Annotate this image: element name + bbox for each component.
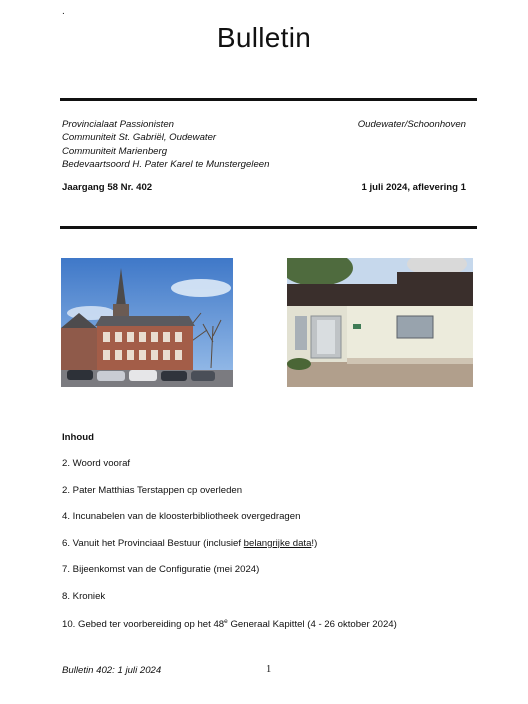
toc-item[interactable]: 2. Woord vooraf (62, 458, 131, 469)
church-photo (61, 258, 233, 387)
toc-item[interactable]: 10. Gebed ter voorbereiding op het 48e Generaal Kapittel (4 - 26 oktober 2024) (62, 617, 397, 630)
footer-text: Bulletin 402: 1 juli 2024 (62, 665, 162, 676)
location-label: Oudewater/Schoonhoven (357, 119, 466, 130)
building-photo (287, 258, 473, 387)
page-number: 1 (266, 664, 272, 675)
toc-item[interactable]: 7. Bijeenkomst van de Configuratie (mei 2024) (62, 564, 260, 576)
volume-number: Jaargang 58 Nr. 402 (62, 182, 153, 193)
org-line-gabriel: Communiteit St. Gabriël, Oudewater (62, 132, 217, 144)
org-line-provincialaat: Provincialaat Passionisten (62, 119, 174, 130)
toc-item[interactable]: 6. Vanuit het Provinciaal Bestuur (inclusief belangrijke data!) (62, 537, 318, 549)
important-dates-link[interactable]: belangrijke data (243, 537, 312, 549)
page-title: Bulletin (216, 22, 312, 53)
org-line-marienberg: Communiteit Marienberg (62, 145, 168, 157)
issue-date: 1 juli 2024, aflevering 1 (361, 182, 466, 193)
toc-item[interactable]: 2. Pater Matthias Terstappen cp overleden (62, 484, 243, 496)
top-divider (60, 98, 477, 101)
table-of-contents (62, 458, 397, 644)
toc-item[interactable]: 4. Incunabelen van de kloosterbibliotheek overgedragen (62, 511, 301, 523)
organization-block (62, 118, 269, 172)
corner-mark: . (62, 6, 65, 17)
toc-heading: Inhoud (62, 432, 94, 443)
org-line-bedevaartsoord: Bedevaartsoord H. Pater Karel te Munstergeleen (62, 159, 270, 171)
toc-item[interactable]: 8. Kroniek (62, 590, 106, 602)
bottom-divider (60, 226, 477, 229)
